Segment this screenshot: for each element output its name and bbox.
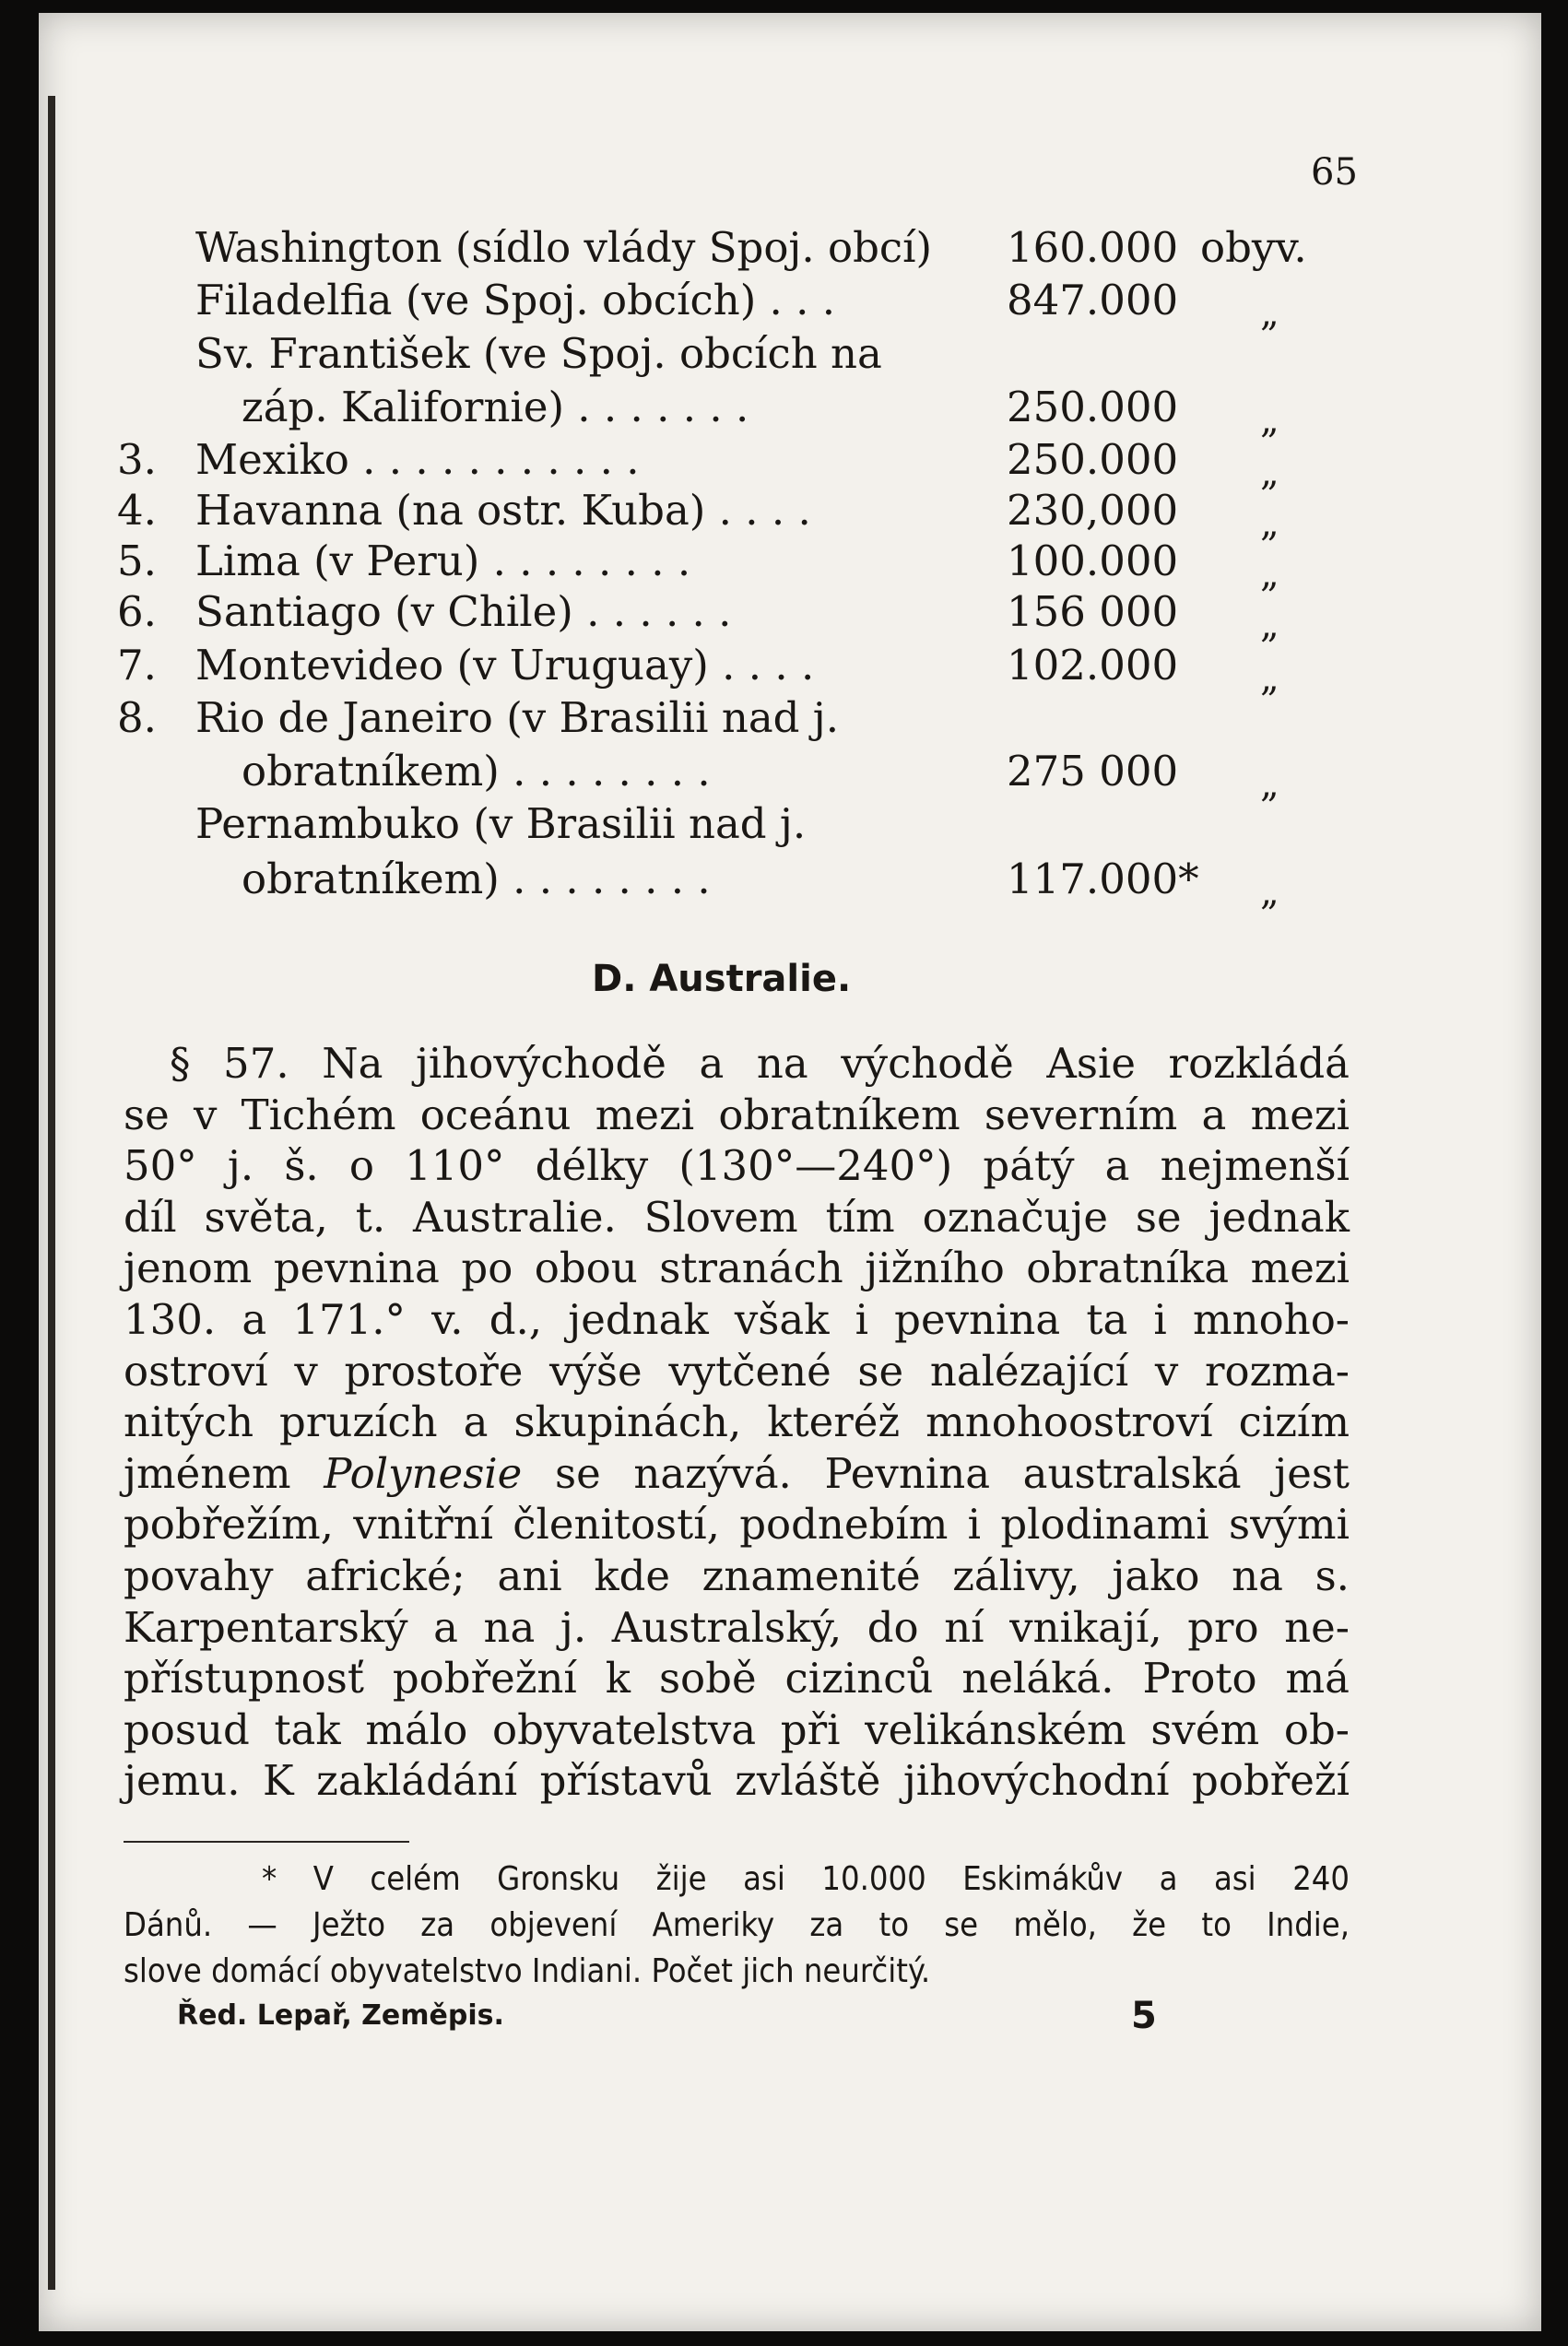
paragraph-line: díl světa, t. Australie. Slovem tím označuje se jednak xyxy=(124,1192,1350,1242)
paragraph-line xyxy=(124,1448,1350,1500)
table-row xyxy=(39,584,1421,646)
ditto-mark: „ xyxy=(1260,604,1279,646)
population-unit: obyv. xyxy=(1200,223,1307,272)
ditto-mark: „ xyxy=(1260,657,1279,700)
table-row xyxy=(39,638,1421,700)
city-name: Santiago (v Chile) . . . . . . xyxy=(195,587,732,636)
table-row xyxy=(39,690,1421,746)
footnote-divider xyxy=(124,1841,409,1843)
city-name: obratníkem) . . . . . . . . xyxy=(242,855,711,903)
paragraph-line: se v Tichém oceánu mezi obratníkem severním a mezi xyxy=(124,1090,1350,1139)
population-value: 250.000 xyxy=(1007,435,1179,484)
row-number: 6. xyxy=(117,587,157,636)
ditto-mark: „ xyxy=(1260,452,1279,494)
paragraph-line: jenom pevnina po obou stranách jižního obratníka mezi xyxy=(124,1244,1350,1293)
sheet-number: 5 xyxy=(1131,1995,1157,2037)
paragraph-line: přístupnosť pobřežní k sobě cizinců neláká. Proto má xyxy=(124,1654,1350,1704)
row-number: 3. xyxy=(117,435,157,484)
city-name: Montevideo (v Uruguay) . . . . xyxy=(195,641,815,690)
city-name: Filadelfia (ve Spoj. obcích) . . . xyxy=(195,276,836,324)
city-name: Sv. František (ve Spoj. obcích na xyxy=(195,329,882,378)
paragraph-line: Karpentarský a na j. Australský, do ní vnikají, pro ne- xyxy=(124,1602,1350,1652)
city-name: Havanna (na ostr. Kuba) . . . . xyxy=(195,486,811,535)
population-value: 102.000 xyxy=(1007,641,1179,690)
footnote xyxy=(124,1857,1350,1995)
paragraph-line: 50° j. š. o 110° délky (130°—240°) pátý a nejmenší xyxy=(124,1141,1350,1191)
row-number: 4. xyxy=(117,486,157,535)
row-number: 8. xyxy=(117,693,157,742)
footnote-line: Dánů. — Ježto za objevení Ameriky za to se mělo, že to Indie, xyxy=(124,1906,1350,1944)
paragraph-line: pobřežím, vnitřní členitostí, podnebím i plodinami svými xyxy=(124,1500,1350,1550)
ditto-mark: „ xyxy=(1260,763,1279,806)
paragraph-line: nitých pruzích a skupinách, kteréž mnohoostroví cizím xyxy=(124,1397,1350,1447)
table-row xyxy=(39,852,1421,914)
section-heading: D. Australie. xyxy=(592,958,852,1000)
population-value: 250.000 xyxy=(1007,383,1179,431)
ditto-mark: „ xyxy=(1260,292,1279,335)
population-value: 117.000* xyxy=(1007,855,1199,903)
paragraph-text: se nazývá. Pevnina australská jest xyxy=(554,1448,1350,1498)
polynesie-term: Polynesie xyxy=(324,1448,523,1498)
ditto-mark: „ xyxy=(1260,553,1279,595)
row-number: 7. xyxy=(117,641,157,690)
ditto-mark: „ xyxy=(1260,502,1279,545)
table-row xyxy=(39,220,1421,276)
ditto-mark: „ xyxy=(1260,399,1279,442)
paragraph-text: jménem xyxy=(124,1448,291,1498)
paragraph-line: posud tak málo obyvatelstva při velikánském svém ob- xyxy=(124,1704,1350,1754)
city-name: Washington (sídlo vlády Spoj. obcí) xyxy=(195,223,933,272)
city-name: Mexiko . . . . . . . . . . . xyxy=(195,435,640,484)
population-value: 160.000 xyxy=(1007,223,1179,272)
table-row xyxy=(39,796,1421,852)
city-name: Pernambuko (v Brasilii nad j. xyxy=(195,799,807,848)
ditto-mark: „ xyxy=(1260,871,1279,914)
page-number: 65 xyxy=(1311,151,1358,194)
table-row xyxy=(39,744,1421,806)
printer-signature: Řed. Lepař, Zeměpis. xyxy=(177,1999,504,2032)
city-name: Lima (v Peru) . . . . . . . . xyxy=(195,536,691,585)
table-row xyxy=(39,273,1421,335)
table-row xyxy=(39,326,1421,382)
table-row xyxy=(39,534,1421,595)
footnote-line: * V celém Gronsku žije asi 10.000 Eskimákův a asi 240 xyxy=(262,1860,1350,1898)
population-value: 156 000 xyxy=(1007,587,1179,636)
population-value: 847.000 xyxy=(1007,276,1179,324)
table-row xyxy=(39,432,1421,494)
paragraph-line: 130. a 171.° v. d., jednak však i pevnina ta i mnoho- xyxy=(124,1294,1350,1344)
city-name: Rio de Janeiro (v Brasilii nad j. xyxy=(195,693,840,742)
table-row xyxy=(39,380,1421,442)
paragraph-line: § 57. Na jihovýchodě a na východě Asie rozkládá xyxy=(170,1039,1350,1088)
population-value: 275 000 xyxy=(1007,747,1179,796)
city-name: záp. Kalifornie) . . . . . . . xyxy=(242,383,749,431)
body-paragraph xyxy=(124,1038,1350,1807)
city-name: obratníkem) . . . . . . . . xyxy=(242,747,711,796)
population-value: 230,000 xyxy=(1007,486,1179,535)
paragraph-line: ostroví v prostoře výše vytčené se nalézající v rozma- xyxy=(124,1346,1350,1396)
book-page xyxy=(39,13,1541,2331)
paragraph-line: jemu. K zakládání přístavů zvláště jihovýchodní pobřeží xyxy=(124,1756,1350,1806)
row-number: 5. xyxy=(117,536,157,585)
footnote-line: slove domácí obyvatelstvo Indiani. Počet jich neurčitý. xyxy=(124,1952,931,1990)
table-row xyxy=(39,483,1421,545)
paragraph-line: povahy africké; ani kde znamenité zálivy, jako na s. xyxy=(124,1550,1350,1600)
population-value: 100.000 xyxy=(1007,536,1179,585)
